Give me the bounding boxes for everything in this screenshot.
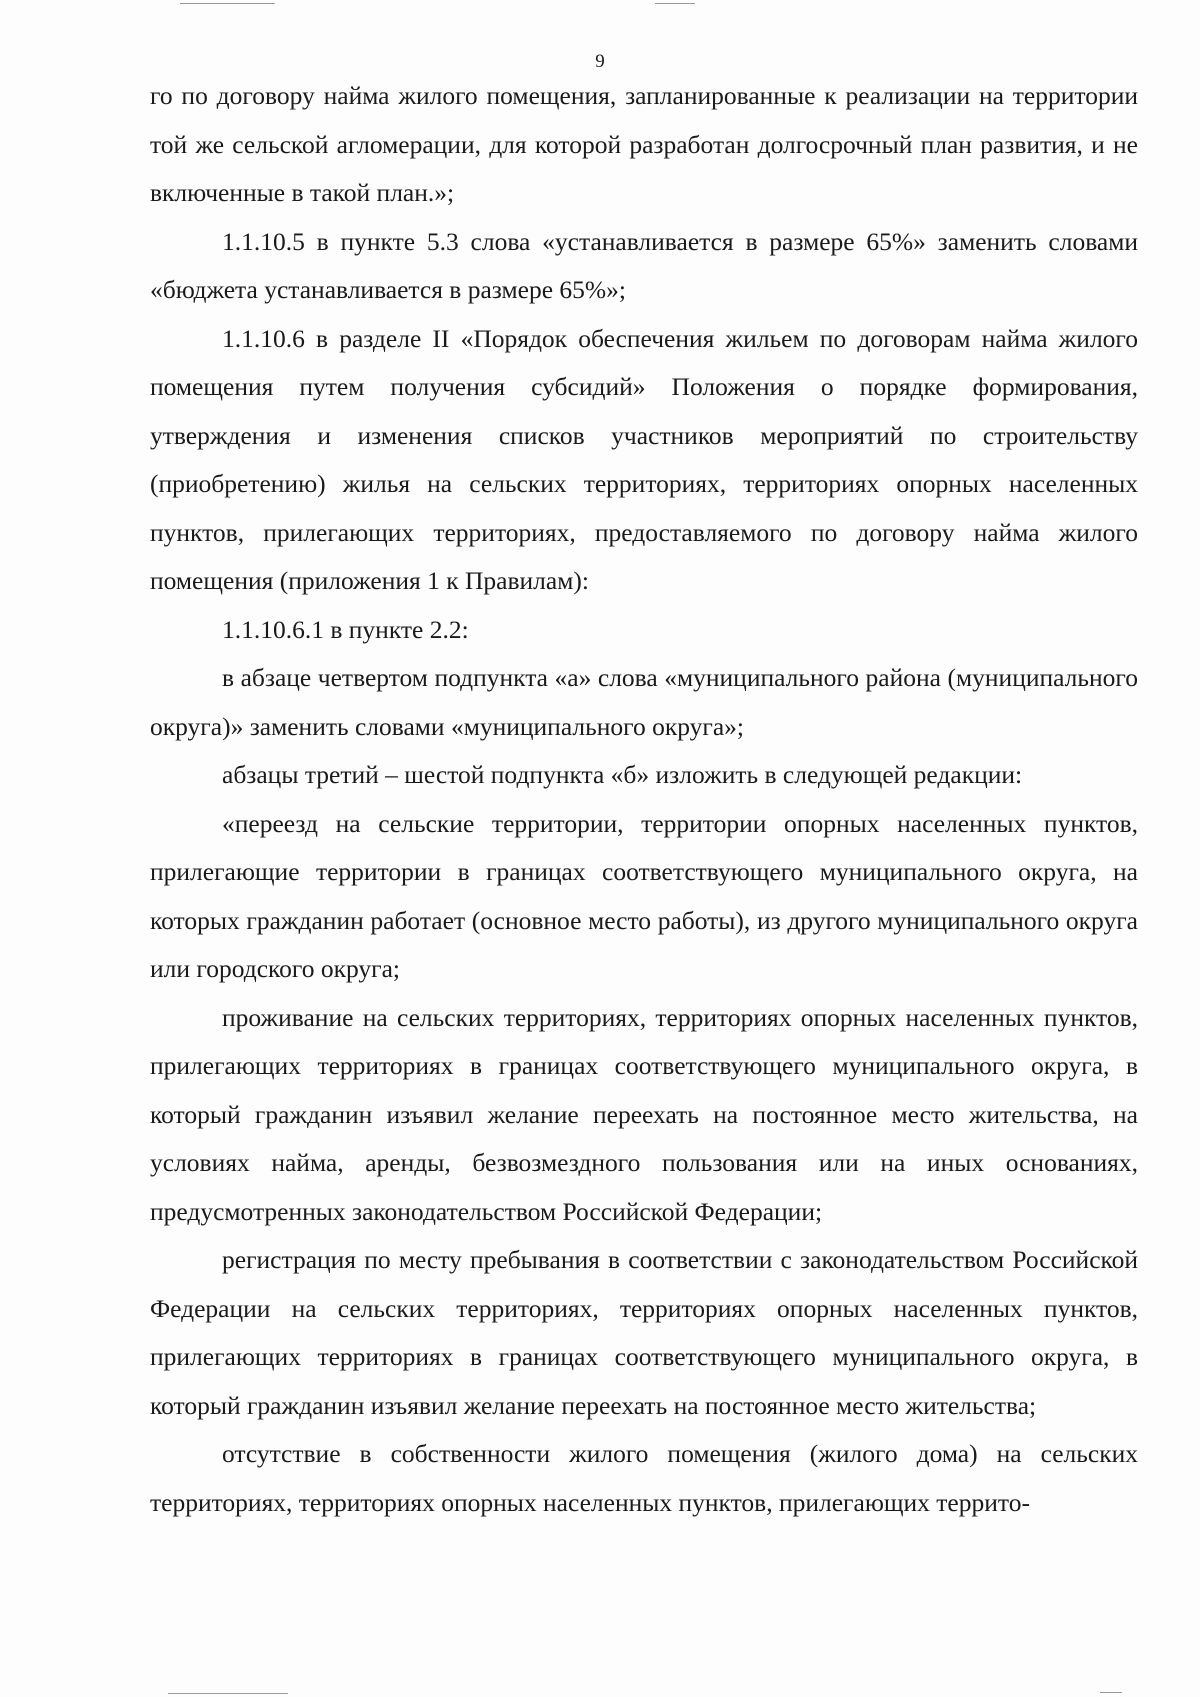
paragraph-residence: проживание на сельских территориях, территориях опорных населенных пунктов, прилегающих территориях в границах соответствующего муниципального округа, в который гражданин изъявил желание переехать на постоянное место жительства, на условиях найма, аренды, безвозмездного пользования или на иных основаниях, предусмотренных законодательством Российской Федерации; — [150, 1002, 1138, 1226]
scan-artifact-top-left — [180, 3, 275, 4]
scan-artifact-top-center — [655, 3, 695, 4]
paragraph-item-1-1-10-5: 1.1.10.5 в пункте 5.3 слова «устанавливается в размере 65%» заменить словами «бюджета устанавливается в размере 65%»; — [150, 226, 1138, 304]
paragraph-subitem-b: абзацы третий – шестой подпункта «б» изложить в следующей редакции: — [222, 760, 1023, 789]
paragraph-item-1-1-10-6: 1.1.10.6 в разделе II «Порядок обеспечения жильем по договорам найма жилого помещения путем получения субсидий» Положения о порядке формирования, утверждения и изменения списков участников мероприятий по строительству (приобретению) жилья на сельских территориях, территориях опорных населенных пунктов, прилегающих территориях, предоставляемого по договору найма жилого помещения (приложения 1 к Правилам): — [150, 323, 1138, 595]
page-number: 9 — [595, 51, 605, 72]
document-body — [150, 72, 1138, 1527]
scan-artifact-bottom-left — [168, 1693, 288, 1694]
paragraph-subitem-a: в абзаце четвертом подпункта «а» слова «муниципального района (муниципального округа)» заменить словами «муниципального округа»; — [150, 663, 1138, 741]
paragraph-item-1-1-10-6-1: 1.1.10.6.1 в пункте 2.2: — [222, 614, 469, 644]
paragraph-registration: регистрация по месту пребывания в соответствии с законодательством Российской Федерации на сельских территориях, территориях опорных населенных пунктов, прилегающих территориях в границах соответствующего муниципального округа, в который гражданин изъявил желание переехать на постоянное место жительства; — [150, 1245, 1138, 1420]
scan-artifact-bottom-right — [1100, 1692, 1122, 1693]
paragraph-continuation: го по договору найма жилого помещения, запланированные к реализации на территории той же сельской агломерации, для которой разработан долгосрочный план развития, и не включенные в такой план.»; — [150, 81, 1138, 207]
paragraph-relocation: «переезд на сельские территории, территории опорных населенных пунктов, прилегающие территории в границах соответствующего муниципального округа, на которых гражданин работает (основное место работы), из другого муниципального округа или городского округа; — [150, 808, 1138, 983]
paragraph-no-ownership: отсутствие в собственности жилого помещения (жилого дома) на сельских территориях, территориях опорных населенных пунктов, прилегающих террито- — [150, 1439, 1138, 1517]
